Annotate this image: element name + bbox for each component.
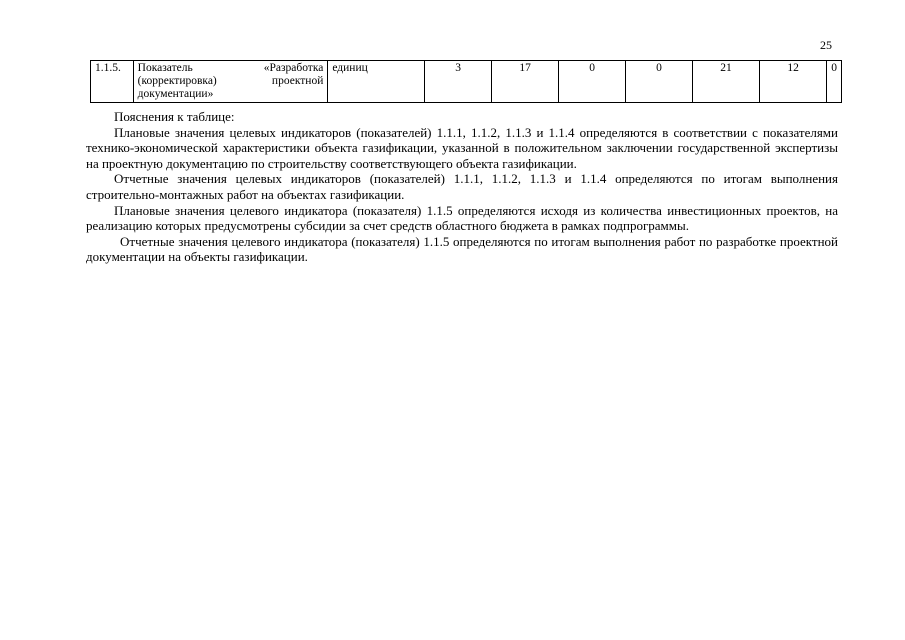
value-cell: 0: [827, 61, 842, 103]
notes-paragraph: Отчетные значения целевого индикатора (показателя) 1.1.5 определяются по итогам выполнения работ по разработке проектной документации на объекты газификации.: [86, 233, 838, 265]
row-number: 1.1.5.: [91, 61, 134, 103]
notes-heading: Пояснения к таблице:: [114, 109, 235, 124]
value-cell: 12: [760, 61, 827, 103]
table-notes: [86, 109, 838, 265]
value-cell: 0: [626, 61, 693, 103]
notes-paragraph: Отчетные значения целевых индикаторов (показателей) 1.1.1, 1.1.2, 1.1.3 и 1.1.4 определяются по итогам выполнения строительно-монтажных работ на объектах газификации.: [86, 171, 838, 202]
notes-paragraph: Плановые значения целевых индикаторов (показателей) 1.1.1, 1.1.2, 1.1.3 и 1.1.4 определяются в соответствии с показателями технико-экономической характеристики объекта газификации, указанной в положительном заключении государственной экспертизы на проектную документацию по строительству соответствующего объекта газификации.: [86, 124, 838, 171]
indicator-name-cell: [133, 61, 328, 103]
indicator-name-line: Показатель «Разработка: [137, 62, 324, 74]
indicator-table: [90, 60, 842, 103]
value-cell: 3: [425, 61, 492, 103]
page-number: 25: [820, 38, 832, 52]
value-cell: 17: [492, 61, 559, 103]
value-cell: 0: [559, 61, 626, 103]
unit-cell: единиц: [328, 61, 425, 103]
table-row: [91, 61, 842, 103]
indicator-name-line: (корректировка) проектной: [137, 75, 324, 87]
notes-paragraph: Плановые значения целевого индикатора (показателя) 1.1.5 определяются исходя из количества инвестиционных проектов, на реализацию которых предусмотрены субсидии за счет средств областного бюджета в рамках подпрограммы.: [86, 202, 838, 234]
value-cell: 21: [692, 61, 759, 103]
indicator-name-line: документации»: [137, 88, 214, 100]
